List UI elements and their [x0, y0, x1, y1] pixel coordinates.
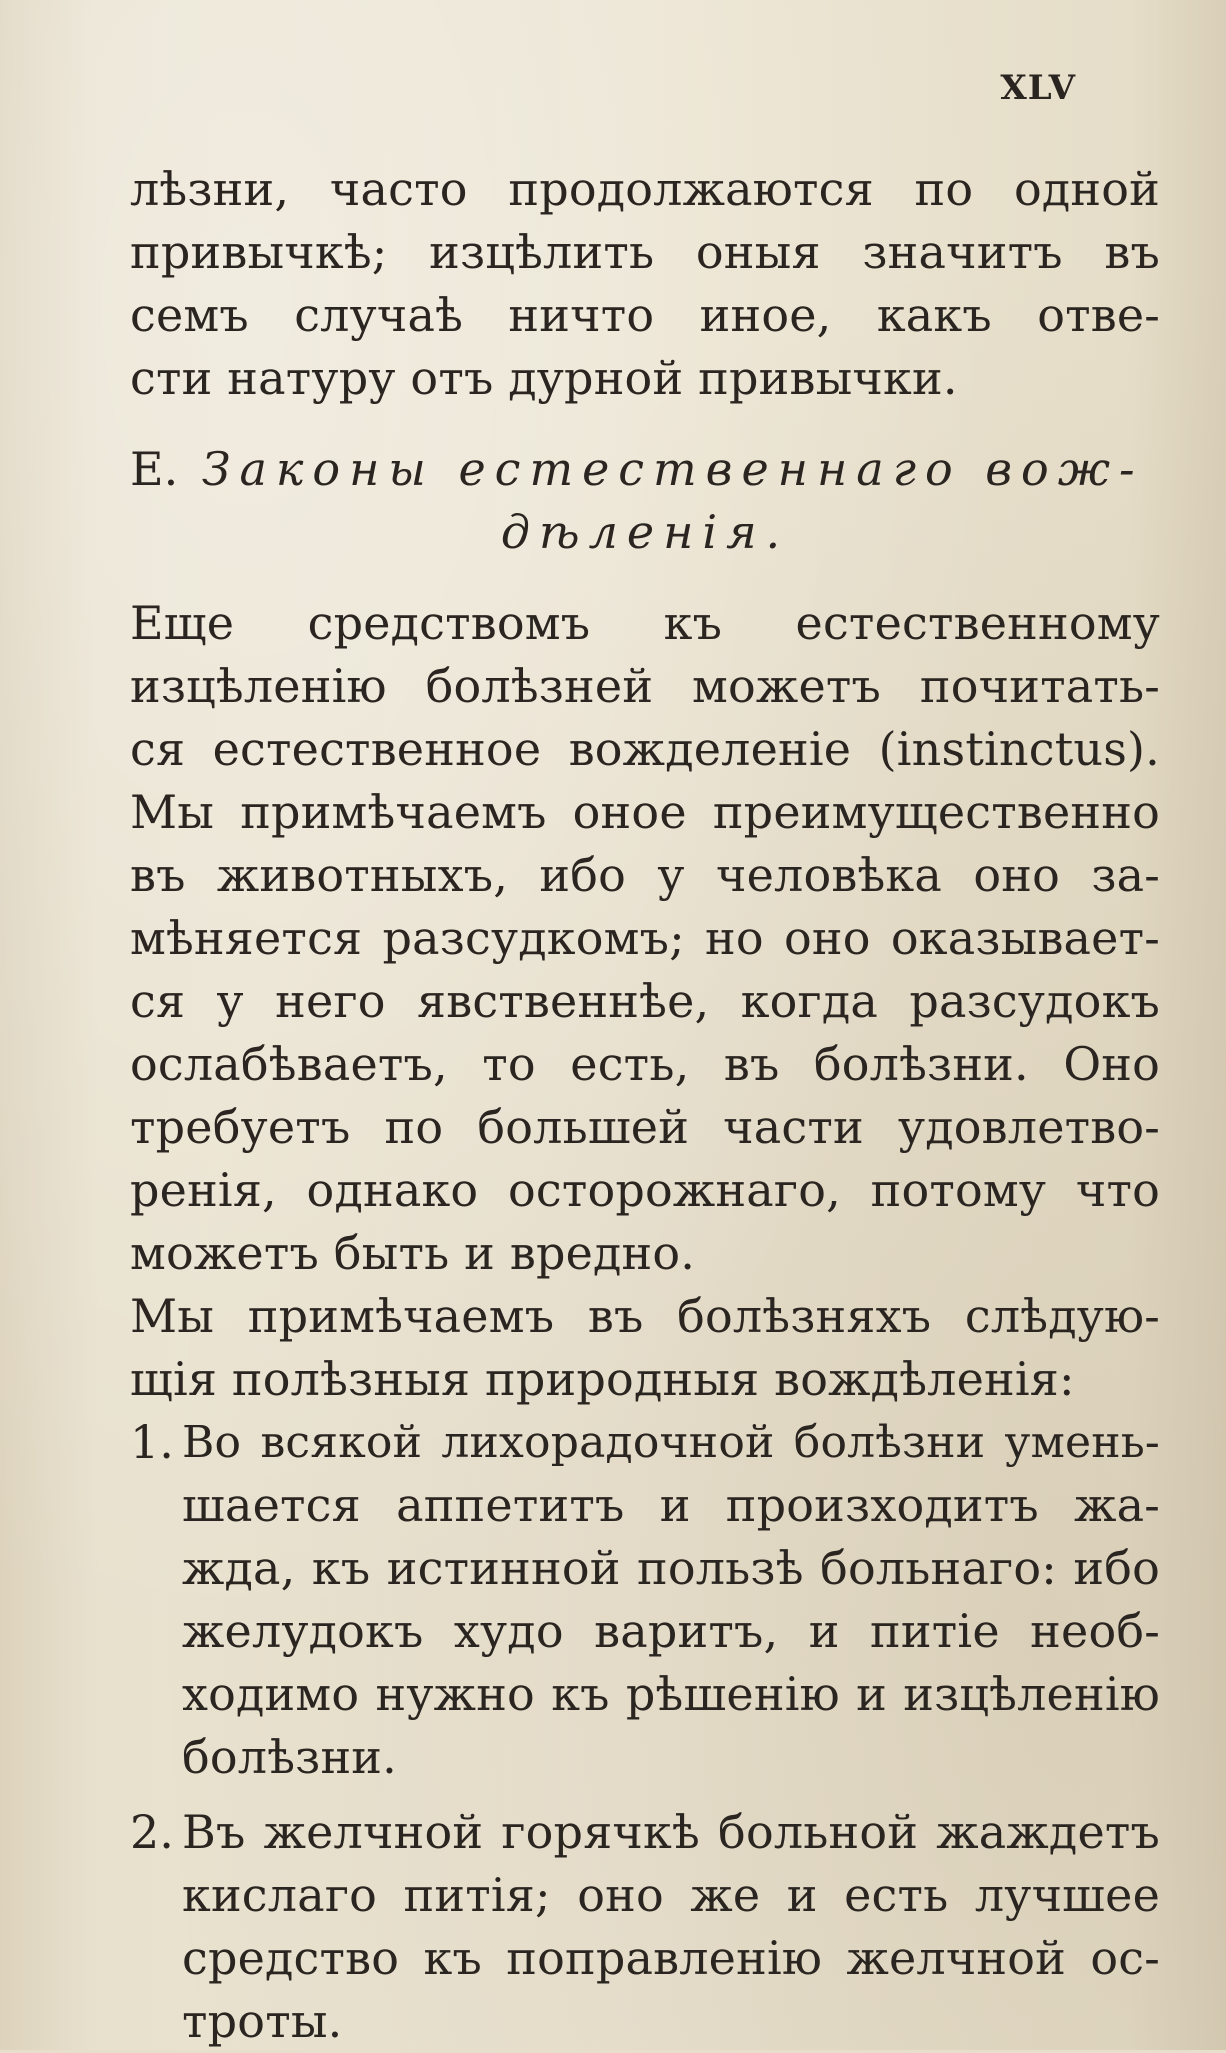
page-text — [130, 158, 1160, 2053]
text-line: желудокъ худо варитъ, и питіе необ- — [182, 1604, 1160, 1658]
text-line: лѣзни, часто продолжаются по одной — [130, 162, 1160, 216]
text-line: ренія, однако осторожнаго, потому что — [130, 1163, 1160, 1217]
text-line: въ животныхъ, ибо у человѣка оно за- — [130, 848, 1160, 902]
text-line: семъ случаѣ ничто иное, какъ отве- — [130, 288, 1160, 342]
text-line: Мы примѣчаемъ оное преимущественно — [130, 785, 1160, 839]
text-line: ослабѣваетъ, то есть, въ болѣзни. Оно — [130, 1037, 1160, 1091]
text-line: жда, къ истинной пользѣ больнаго: ибо — [182, 1541, 1160, 1595]
section-heading — [130, 438, 1160, 564]
list-item — [130, 1801, 1160, 2053]
list-item — [130, 1411, 1160, 1789]
text-line: средство къ поправленію желчной ос- — [182, 1931, 1160, 1985]
text-line: шается аппетитъ и произходитъ жа- — [182, 1478, 1160, 1532]
paragraph-instinct — [130, 592, 1160, 1285]
paragraph-list-intro — [130, 1285, 1160, 1411]
section-heading-line: Законы естественнаго вож- — [201, 442, 1144, 496]
page-number: XLV — [1000, 68, 1076, 108]
list-item-number: 2. — [130, 1805, 174, 1859]
text-line: привычкѣ; изцѣлить оныя значитъ въ — [130, 225, 1160, 279]
text-line: щія полѣзныя природныя вождѣленія: — [130, 1352, 1075, 1406]
text-line: кислаго питія; оно же и есть лучшее — [182, 1868, 1160, 1922]
text-line: изцѣленію болѣзней можетъ почитать- — [130, 659, 1160, 713]
text-line: троты. — [182, 1994, 343, 2048]
text-line: мѣняется разсудкомъ; но оно оказывает- — [130, 911, 1160, 965]
text-line: ся у него явственнѣе, когда разсудокъ — [130, 974, 1160, 1028]
paragraph-continuation — [130, 158, 1160, 410]
text-line: Въ желчной горячкѣ больной жаждетъ — [182, 1805, 1160, 1859]
text-line: ходимо нужно къ рѣшенію и изцѣленію — [182, 1667, 1160, 1721]
text-line: сти натуру отъ дурной привычки. — [130, 351, 958, 405]
list-item-number: 1. — [130, 1415, 174, 1469]
text-line: Еще средствомъ къ естественному — [130, 596, 1160, 650]
section-heading-line: дѣленія. — [500, 505, 790, 559]
section-letter: E. — [130, 442, 179, 496]
text-line: Во всякой лихорадочной болѣзни умень- — [182, 1417, 1160, 1468]
text-line: Мы примѣчаемъ въ болѣзняхъ слѣдую- — [130, 1289, 1160, 1343]
text-line: болѣзни. — [182, 1730, 397, 1784]
text-line: можетъ быть и вредно. — [130, 1226, 696, 1280]
text-line: ся естественное вожделеніе (instinctus). — [130, 722, 1160, 776]
text-line: требуетъ по большей части удовлетво- — [130, 1100, 1160, 1154]
